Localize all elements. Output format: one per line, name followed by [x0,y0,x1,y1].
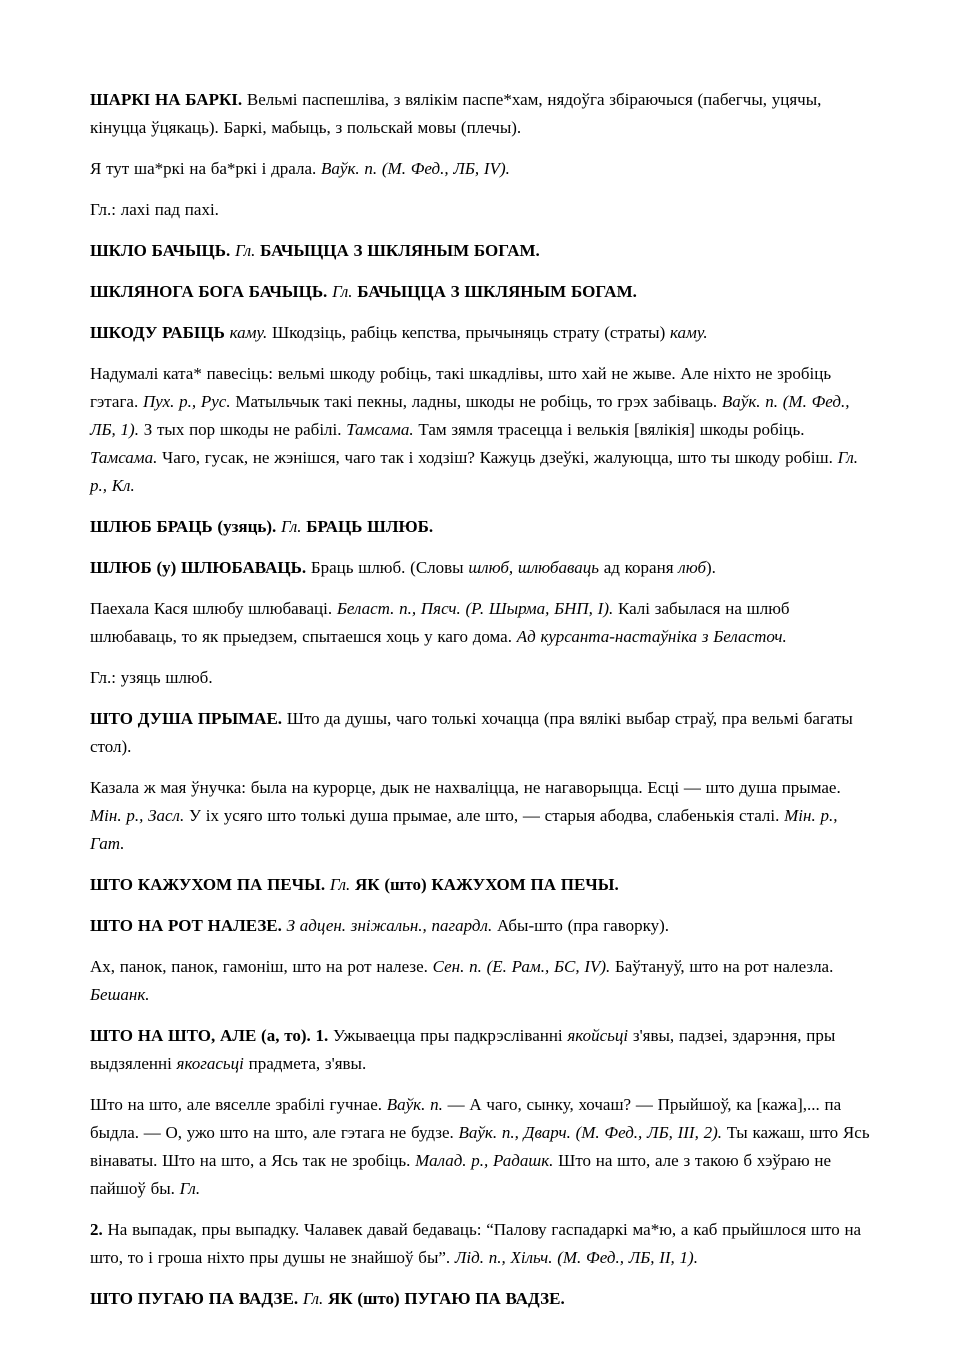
entry-headword: ШАРКІ НА БАРКІ. [90,90,243,109]
entry-headword: ЯК (што) КАЖУХОМ ПА ПЕЧЫ. [350,875,619,894]
source-reference: Гл. [298,1289,324,1308]
paragraph-entry [90,871,870,899]
entry-headword: ШТО ДУША ПРЫМАЕ. [90,709,283,728]
text-segment: Казала ж мая ўнучка: была на курорце, дык не нахваліцца, не нагаворыцца. Есці — што душа прымае. [90,778,841,797]
source-reference: Тамсама. [346,420,414,439]
source-reference: Лід. п., Хільч. (М. Фед., ЛБ, II, 1). [454,1248,698,1267]
entry-headword: ШЛЮБ (у) ШЛЮБАВАЦЬ. [90,558,307,577]
source-reference: Гл. р., Кл. [90,448,859,495]
entry-headword: ШТО НА РОТ НАЛЕЗЕ. [90,916,282,935]
text-segment: Баўтануў, што на рот налезла. [610,957,834,976]
text-segment: ). [706,558,716,577]
entry-headword: ШТО НА ШТО, АЛЕ (а, то). 1. [90,1026,329,1045]
text-segment: Калі забылася на шлюб шлюбаваць, то як прыедзем, спытаешся хоць у каго дома. [90,599,790,646]
text-segment: На выпадак, пры выпадку. Чалавек давай бедаваць: “Палову гаспадаркі ма*ю, а каб прыйшлося што на што, то і гроша ніхто пры душы не знайшоў бы”. [90,1220,862,1267]
text-segment: Вельмі паспешліва, з вялікім паспе*хам, нядоўга збіраючыся (пабегчы, уцячы, кінуцца ўцякаць). Баркі, мабыць, з польскай мовы (плечы). [90,90,822,137]
source-reference: Гл. [327,282,353,301]
entry-headword: ШЛЮБ БРАЦЬ (узяць). [90,517,277,536]
source-reference: якогасьці [176,1054,244,1073]
source-reference: Мін. р., Гат. [90,806,838,853]
entry-headword: БРАЦЬ ШЛЮБ. [301,517,434,536]
paragraph-entry [90,86,870,142]
source-reference: Гл. [230,241,256,260]
paragraph-entry [90,1022,870,1078]
text-segment: Што на што, але вяселле зрабілі гучнае. [90,1095,387,1114]
entry-headword: ЯК (што) ПУГАЮ ПА ВАДЗЕ. [323,1289,565,1308]
source-reference: каму. [224,323,268,342]
paragraph-cross-reference [90,196,870,224]
source-reference: Ваўк. п. [386,1095,443,1114]
text-segment: У іх усяго што толькі душа прымае, але што, — старыя абодва, слабенькія сталі. [184,806,785,825]
paragraph-entry [90,513,870,541]
source-reference: шлюб, шлюбаваць [468,558,599,577]
text-segment: Што да душы, чаго толькі хочацца (пра вялікі выбар страў, пра вельмі багаты стол). [90,709,853,756]
source-reference: Ваўк. п. (М. Фед., ЛБ, IV). [321,159,510,178]
source-reference: Ваўк. п. (М. Фед., ЛБ, 1). [90,392,850,439]
source-reference: Мін. р., Засл. [90,806,185,825]
text-segment: Ужываецца пры падкрэсліванні [328,1026,568,1045]
text-segment: Надумалі ката* павесіць: вельмі шкоду робіць, такі шкадлівы, што хай не жыве. Але ніхто не зробіць гэтага. [90,364,832,411]
source-reference: Сен. п. (Е. Рам., БС, IV). [432,957,611,976]
source-reference: Гл. [325,875,351,894]
text-segment: Там зямля трасецца і велькія [вялікія] шкоды робіць. [413,420,805,439]
paragraph-entry [90,705,870,761]
paragraph-entry [90,912,870,940]
source-reference: Бешанк. [90,985,150,1004]
source-reference: Беласт. п., Пясч. (Р. Шырма, БНП, I). [336,599,614,618]
document-body [90,86,870,1313]
paragraph-example [90,360,870,500]
text-segment: Гл.: лахі пад пахі. [90,200,219,219]
text-segment: з'явы, падзеі, здарэння, пры выдзяленні [90,1026,836,1073]
paragraph-entry [90,554,870,582]
text-segment: Матыльчык такі пекны, ладны, шкоды не робіць, то грэх забіваць. [230,392,722,411]
paragraph-entry [90,237,870,265]
text-segment: З тых пор шкоды не рабілі. [138,420,347,439]
source-reference: Ад курсанта-настаўніка з Беласточ. [516,627,787,646]
paragraph-example [90,155,870,183]
text-segment: — А чаго, сынку, хочаш? — Прыйшоў, ка [кажа],... па быдла. — О, ужо што на што, але гэтага не будзе. [90,1095,842,1142]
text-segment: ад кораня [598,558,679,577]
paragraph-entry-sense [90,1216,870,1272]
entry-headword: 2. [90,1220,103,1239]
source-reference: Гл. [276,517,302,536]
text-segment: прадмета, з'явы. [243,1054,367,1073]
source-reference: Ваўк. п., Дварч. (М. Фед., ЛБ, III, 2). [458,1123,722,1142]
paragraph-example [90,1091,870,1203]
text-segment: Ах, панок, панок, гамоніш, што на рот налезе. [90,957,433,976]
entry-headword: ШКЛЯНОГА БОГА БАЧЫЦЬ. [90,282,328,301]
source-reference: Пух. р., Рус. [142,392,231,411]
text-segment: Чаго, гусак, не жэнішся, чаго так і ходзіш? Кажуць дзеўкі, жалуюцца, што ты шкоду робіш. [157,448,838,467]
text-segment: Ты кажаш, што Ясь вінаваты. Што на што, а Ясь так не зробіць. [90,1123,870,1170]
text-segment: Паехала Кася шлюбу шлюбаваці. [90,599,337,618]
text-segment: Браць шлюб. (Словы [306,558,469,577]
paragraph-example [90,774,870,858]
paragraph-example [90,953,870,1009]
source-reference: Гл. [179,1179,201,1198]
entry-headword: БАЧЫЦЦА З ШКЛЯНЫМ БОГАМ. [352,282,637,301]
text-segment: Я тут ша*ркі на ба*ркі і драла. [90,159,322,178]
entry-headword: ШТО ПУГАЮ ПА ВАДЗЕ. [90,1289,299,1308]
entry-headword: ШКЛО БАЧЫЦЬ. [90,241,231,260]
source-reference: люб [678,558,707,577]
paragraph-cross-reference [90,664,870,692]
paragraph-entry [90,319,870,347]
entry-headword: БАЧЫЦЦА З ШКЛЯНЫМ БОГАМ. [255,241,540,260]
text-segment: Гл.: узяць шлюб. [90,668,213,687]
paragraph-entry [90,278,870,306]
paragraph-example [90,595,870,651]
source-reference: каму. [669,323,708,342]
paragraph-entry [90,1285,870,1313]
text-segment: Абы-што (пра гаворку). [492,916,670,935]
source-reference: Тамсама. [90,448,158,467]
source-reference: Малад. р., Радашк. [415,1151,554,1170]
entry-headword: ШТО КАЖУХОМ ПА ПЕЧЫ. [90,875,326,894]
source-reference: З адцен. зніжальн., пагардл. [281,916,493,935]
source-reference: якойсьці [567,1026,629,1045]
entry-headword: ШКОДУ РАБІЦЬ [90,323,225,342]
text-segment: Шкодзіць, рабіць кепства, прычыняць страту (страты) [267,323,670,342]
text-segment: Што на што, але з такою б хэўраю не пайшоў бы. [90,1151,832,1198]
